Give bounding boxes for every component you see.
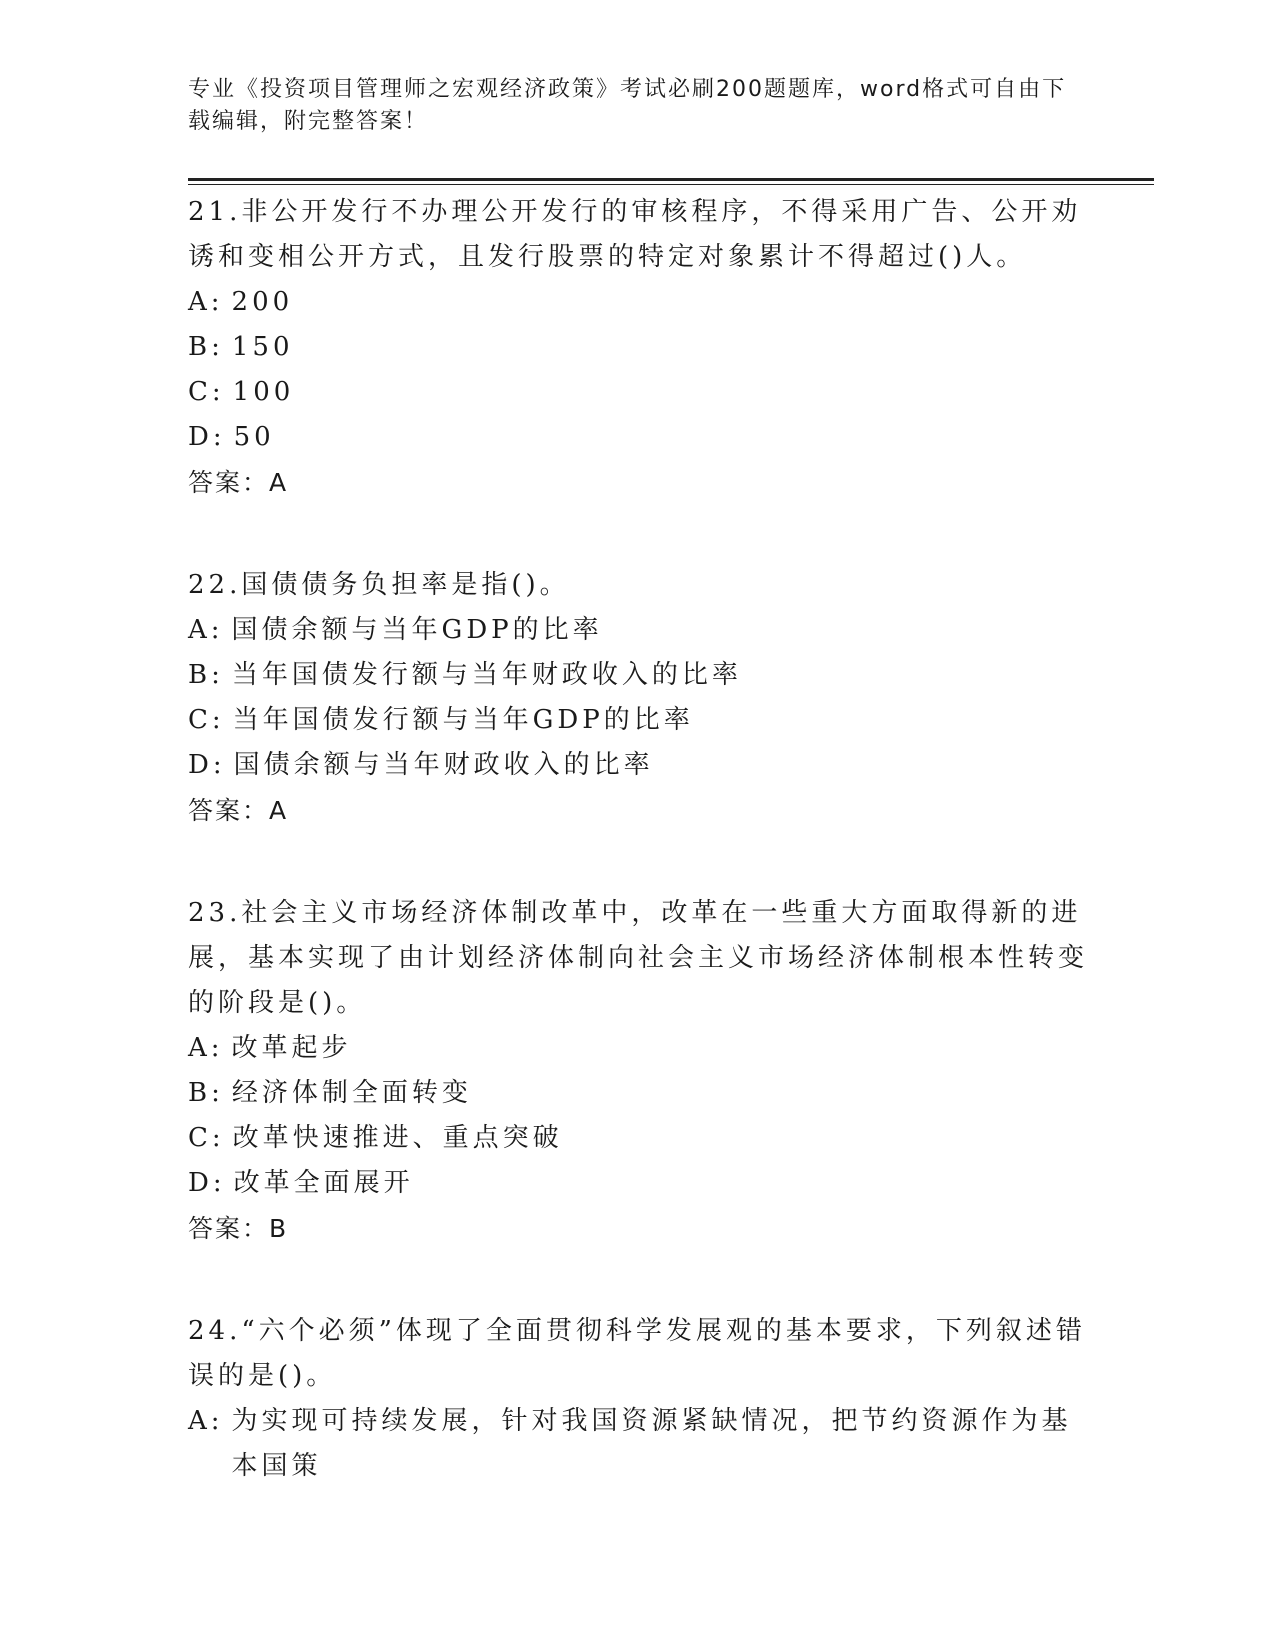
option-a [188, 280, 1088, 325]
option-text: 经济体制全面转变 [231, 1078, 472, 1108]
option-text: 国债余额与当年GDP的比率 [231, 615, 603, 645]
option-text: 改革全面展开 [233, 1168, 414, 1198]
answer-line: 答案：A [188, 468, 289, 497]
option-d [188, 415, 1088, 460]
option-b [188, 1071, 1088, 1116]
option-a [188, 1399, 1088, 1489]
option-letter: C: [188, 377, 225, 407]
option-b [188, 653, 1088, 698]
option-text: 当年国债发行额与当年财政收入的比率 [231, 660, 742, 690]
question-22 [188, 563, 1088, 833]
question-list [188, 190, 1088, 1547]
header-rule-thin [188, 184, 1154, 185]
option-letter: A: [188, 615, 224, 645]
option-text: 50 [233, 422, 275, 452]
option-letter: B: [188, 660, 224, 690]
option-text: 国债余额与当年财政收入的比率 [233, 750, 654, 780]
header-rule-thick [188, 178, 1154, 181]
option-c [188, 370, 1088, 415]
option-letter: A: [188, 287, 224, 317]
option-text: 200 [231, 287, 294, 317]
option-letter: B: [188, 332, 224, 362]
option-letter: A: [188, 1033, 224, 1063]
option-letter: D: [188, 750, 226, 780]
question-stem: 24.“六个必须”体现了全面贯彻科学发展观的基本要求，下列叙述错误的是()。 [188, 1316, 1086, 1391]
option-c [188, 698, 1088, 743]
question-stem: 23.社会主义市场经济体制改革中，改革在一些重大方面取得新的进展，基本实现了由计划经济体制向社会主义市场经济体制根本性转变的阶段是()。 [188, 898, 1089, 1018]
option-text: 100 [232, 377, 295, 407]
option-letter: B: [188, 1078, 224, 1108]
question-23 [188, 891, 1088, 1251]
option-a [188, 1026, 1088, 1071]
question-21 [188, 190, 1088, 505]
option-letter: D: [188, 422, 226, 452]
option-letter: D: [188, 1168, 226, 1198]
question-stem: 22.国债债务负担率是指()。 [188, 570, 570, 600]
option-d [188, 1161, 1088, 1206]
option-text: 改革起步 [231, 1033, 352, 1063]
answer-line: 答案：B [188, 1214, 289, 1243]
answer-line: 答案：A [188, 796, 289, 825]
option-d [188, 743, 1088, 788]
option-letter: C: [188, 1123, 225, 1153]
option-b [188, 325, 1088, 370]
document-header: 专业《投资项目管理师之宏观经济政策》考试必刷200题题库，word格式可自由下载编辑，附完整答案！ [188, 77, 1067, 134]
option-a [188, 608, 1088, 653]
option-letter: C: [188, 705, 225, 735]
option-text: 为实现可持续发展，针对我国资源紧缺情况，把节约资源作为基本国策 [231, 1406, 1072, 1481]
option-text: 改革快速推进、重点突破 [232, 1123, 563, 1153]
option-text: 当年国债发行额与当年GDP的比率 [232, 705, 694, 735]
question-stem: 21.非公开发行不办理公开发行的审核程序，不得采用广告、公开劝诱和变相公开方式，且发行股票的特定对象累计不得超过()人。 [188, 197, 1082, 272]
option-c [188, 1116, 1088, 1161]
option-letter: A: [188, 1406, 224, 1436]
question-24 [188, 1309, 1088, 1489]
option-text: 150 [231, 332, 294, 362]
